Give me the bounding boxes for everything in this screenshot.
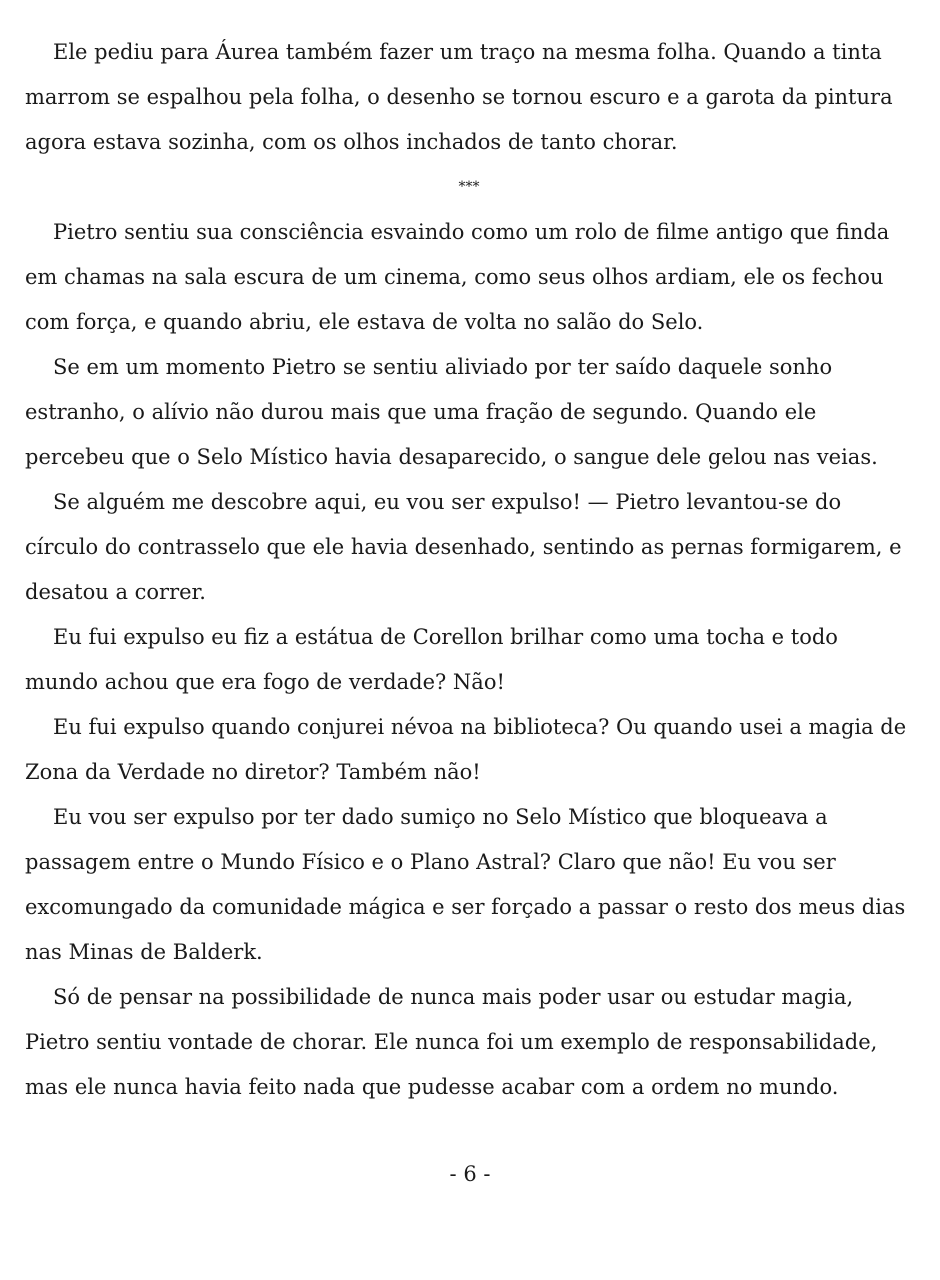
scene-separator: *** (458, 179, 480, 195)
paragraph-3: Se em um momento Pietro se sentiu aliviado por ter saído daquele sonho estranho, o alívio não durou mais que uma fração de segundo. Quando ele percebeu que o Selo Místico havia desaparecido, o sangue dele gelou nas veias. (25, 355, 878, 469)
paragraph-2: Pietro sentiu sua consciência esvaindo como um rolo de filme antigo que finda em chamas na sala escura de um cinema, como seus olhos ardiam, ele os fechou com força, e quando abriu, ele estava de volta no salão do Selo. (25, 220, 890, 334)
paragraph-8: Só de pensar na possibilidade de nunca mais poder usar ou estudar magia, Pietro sentiu vontade de chorar. Ele nunca foi um exemplo de responsabilidade, mas ele nunca havia feito nada que pudesse acabar com a ordem no mundo. (25, 985, 878, 1099)
paragraph-5: Eu fui expulso eu fiz a estátua de Corellon brilhar como uma tocha e todo mundo achou que era fogo de verdade? Não! (25, 625, 838, 694)
paragraph-4: Se alguém me descobre aqui, eu vou ser expulso! — Pietro levantou-se do círculo do contrasselo que ele havia desenhado, sentindo as pernas formigarem, e desatou a correr. (25, 490, 902, 604)
page-number: - 6 - (449, 1162, 491, 1186)
paragraph-7: Eu vou ser expulso por ter dado sumiço no Selo Místico que bloqueava a passagem entre o Mundo Físico e o Plano Astral? Claro que não! Eu vou ser excomungado da comunidade mágica e ser forçado a passar o resto dos meus dias nas Minas de Balderk. (25, 805, 906, 964)
paragraph-6: Eu fui expulso quando conjurei névoa na biblioteca? Ou quando usei a magia de Zona da Verdade no diretor? Também não! (25, 715, 907, 784)
document-body (25, 30, 913, 1110)
paragraph-1: Ele pediu para Áurea também fazer um traço na mesma folha. Quando a tinta marrom se espalhou pela folha, o desenho se tornou escuro e a garota da pintura agora estava sozinha, com os olhos inchados de tanto chorar. (25, 40, 893, 154)
